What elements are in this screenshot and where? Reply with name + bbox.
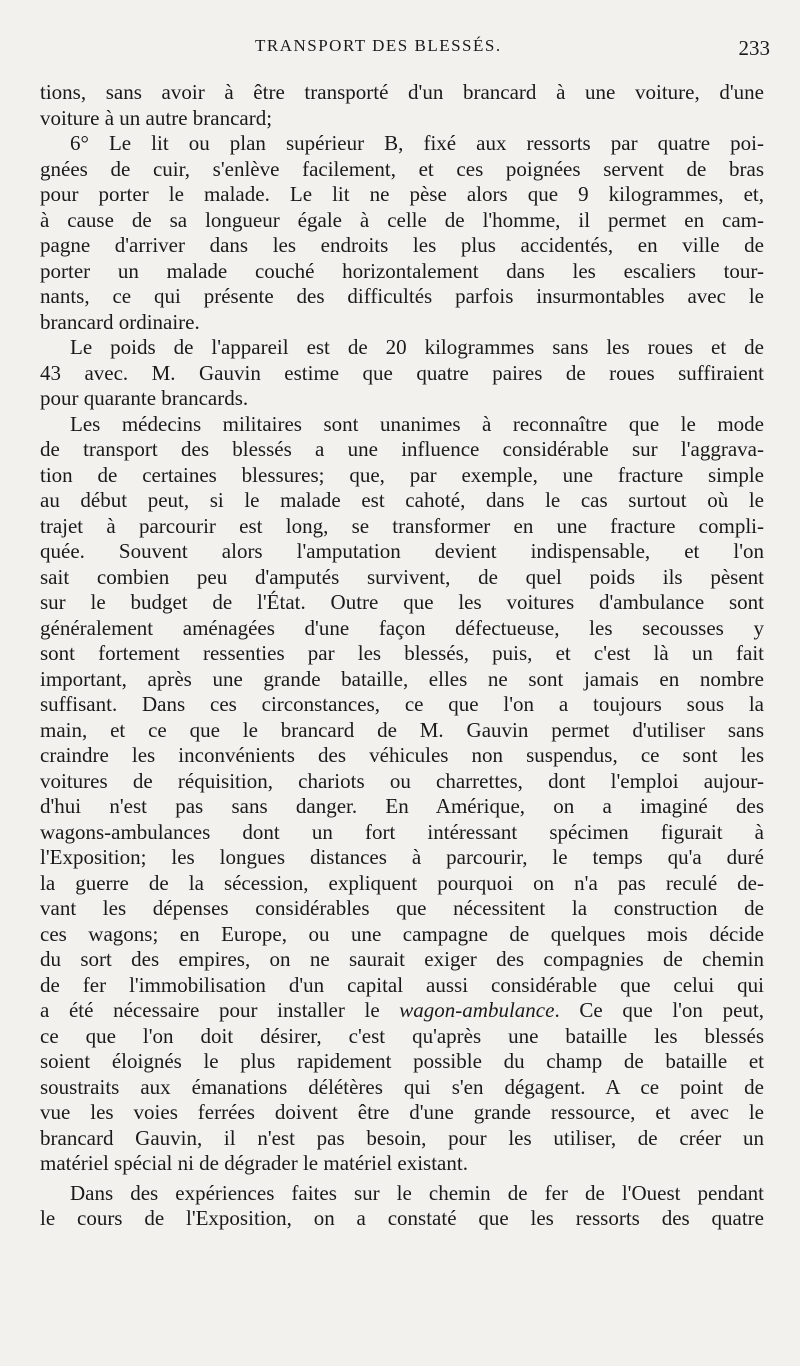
text-line: Dans des expériences faites sur le chemin de fer de l'Ouest pendant — [70, 1180, 764, 1205]
text-line: ces wagons; en Europe, ou une campagne de quelques mois décide — [40, 921, 764, 946]
text-line: de fer l'immobilisation d'un capital aussi considérable que celui qui — [40, 972, 764, 997]
text-line: sont fortement ressenties par les blessés, puis, et c'est là un fait — [40, 641, 764, 665]
text-line: voiture à un autre brancard; — [40, 105, 273, 130]
page-header — [0, 36, 800, 66]
text-line: tions, sans avoir à être transporté d'un brancard à une voiture, d'une — [40, 80, 764, 104]
text-line: 43 avec. M. Gauvin estime que quatre paires de roues suffiraient — [40, 360, 764, 385]
text-line: du sort des empires, on ne saurait exiger des compagnies de chemin — [40, 947, 764, 971]
text-line: important, après une grande bataille, elles ne sont jamais en nombre — [40, 666, 764, 691]
text-line: nants, ce qui présente des difficultés parfois insurmontables avec le — [40, 284, 764, 308]
text-line: brancard ordinaire. — [40, 309, 200, 334]
text-line: Le poids de l'appareil est de 20 kilogrammes sans les roues et de — [70, 335, 764, 359]
text-line: vue les voies ferrées doivent être d'une grande ressource, et avec le — [40, 1100, 764, 1124]
text-line: pagne d'arriver dans les endroits les plus accidentés, en ville de — [40, 233, 764, 257]
text-line: pour quarante brancards. — [40, 386, 249, 410]
text-line: tion de certaines blessures; que, par exemple, une fracture simple — [40, 462, 764, 487]
text-line: matériel spécial ni de dégrader le matériel existant. — [40, 1151, 468, 1175]
text-line: sait combien peu d'amputés survivent, de quel poids ils pèsent — [40, 564, 764, 589]
italic-term: wagon-ambulance — [399, 998, 555, 1022]
text-line: main, et ce que le brancard de M. Gauvin permet d'utiliser sans — [40, 717, 764, 742]
running-title: TRANSPORT DES BLESSÉS. — [255, 36, 502, 55]
text-line: voitures de réquisition, chariots ou charrettes, dont l'emploi aujour- — [40, 768, 764, 793]
text-line: 6° Le lit ou plan supérieur B, fixé aux ressorts par quatre poi- — [70, 131, 764, 155]
text-line: porter un malade couché horizontalement dans les escaliers tour- — [40, 258, 764, 283]
text-line: Les médecins militaires sont unanimes à reconnaître que le mode — [70, 411, 764, 436]
page-number: 233 — [738, 36, 770, 60]
text-line: l'Exposition; les longues distances à parcourir, le temps qu'a duré — [40, 845, 764, 869]
text-line: d'hui n'est pas sans danger. En Amérique, on a imaginé des — [40, 794, 764, 818]
text-line: quée. Souvent alors l'amputation devient indispensable, et l'on — [40, 539, 764, 563]
text-line: le cours de l'Exposition, on a constaté que les ressorts des quatre — [40, 1206, 764, 1230]
text-line: soustraits aux émanations délétères qui s'en dégagent. A ce point de — [40, 1074, 764, 1099]
text-run: a été nécessaire pour installer le — [40, 998, 400, 1022]
text-line: craindre les inconvénients des véhicules non suspendus, ce sont les — [40, 743, 764, 767]
text-line: la guerre de la sécession, expliquent pourquoi on n'a pas reculé de- — [40, 870, 764, 895]
text-line: à cause de sa longueur égale à celle de l'homme, il permet en cam- — [40, 207, 764, 232]
text-line: brancard Gauvin, il n'est pas besoin, pour les utiliser, de créer un — [40, 1125, 764, 1150]
text-line: suffisant. Dans ces circonstances, ce que l'on a toujours sous la — [40, 692, 764, 716]
text-line: au début peut, si le malade est cahoté, dans le cas surtout où le — [40, 488, 764, 512]
text-line: trajet à parcourir est long, se transformer en une fracture compli- — [40, 513, 764, 538]
text-run: . Ce que l'on peut, — [554, 998, 764, 1022]
text-line: vant les dépenses considérables que nécessitent la construction de — [40, 896, 764, 920]
text-line: sur le budget de l'État. Outre que les voitures d'ambulance sont — [40, 590, 764, 614]
text-line: pour porter le malade. Le lit ne pèse alors que 9 kilogrammes, et, — [40, 182, 764, 206]
text-line: généralement aménagées d'une façon défectueuse, les secousses y — [40, 615, 764, 640]
text-line: ce que l'on doit désirer, c'est qu'après une bataille les blessés — [40, 1023, 764, 1048]
text-line: gnées de cuir, s'enlève facilement, et ces poignées servent de bras — [40, 156, 764, 181]
body-text — [40, 80, 764, 1232]
text-line: de transport des blessés a une influence considérable sur l'aggrava- — [40, 437, 764, 461]
text-line-with-italic — [40, 998, 764, 1024]
text-line: wagons-ambulances dont un fort intéressant spécimen figurait à — [40, 819, 764, 844]
text-line: soient éloignés le plus rapidement possible du champ de bataille et — [40, 1049, 764, 1073]
